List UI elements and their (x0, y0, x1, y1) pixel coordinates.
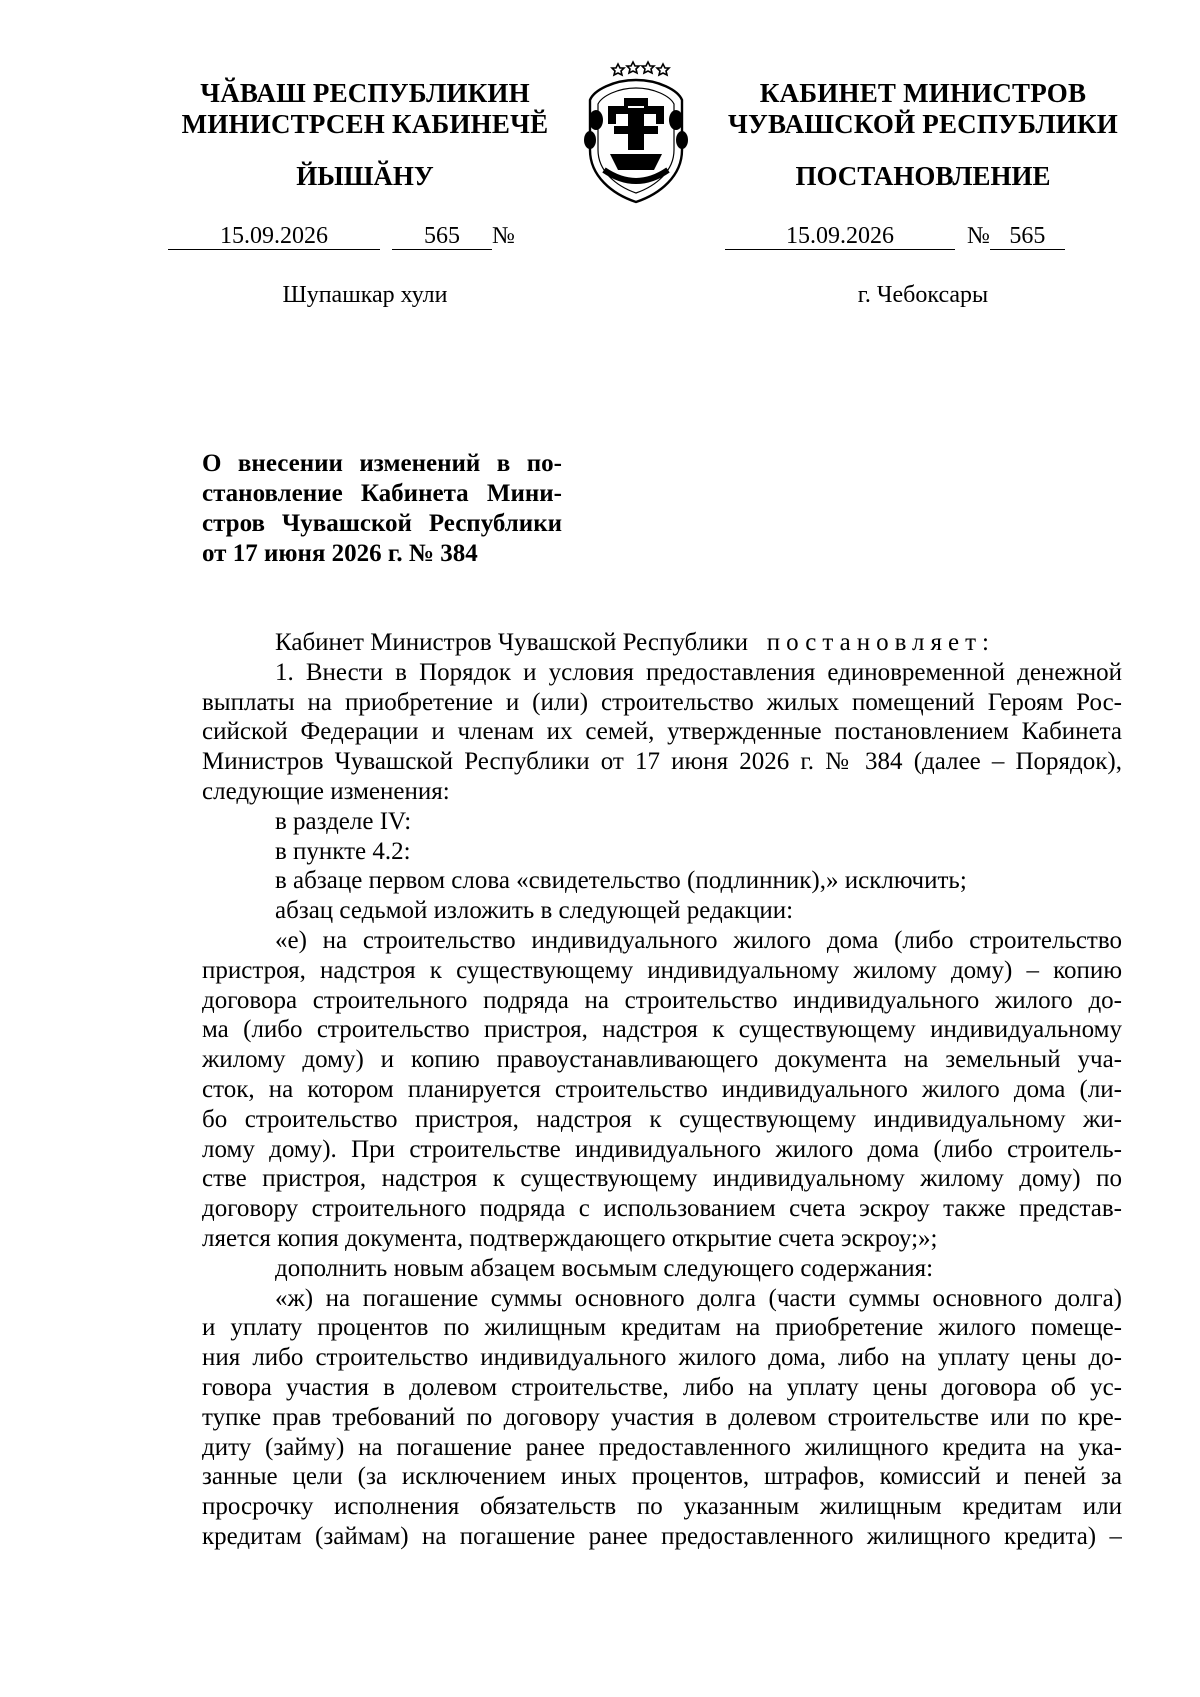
left-city: Шупашкар хули (282, 282, 448, 308)
body-line: кредитам (займам) на погашение ранее предоставленного жилищного кредита) – (202, 1522, 1122, 1550)
right-date-number-line (725, 222, 1065, 250)
body-line: Министров Чувашской Республики от 17 июня 2026 г. № 384 (далее – Порядок), (202, 748, 1122, 776)
body-line: «е) на строительство индивидуального жилого дома (либо строительство (275, 926, 1122, 954)
body-line: сток, на котором планируется строительство индивидуального жилого дома (ли- (202, 1075, 1122, 1103)
body-line: ляется копия документа, подтверждающего открытие счета эскроу;»; (202, 1224, 938, 1252)
body-line: и уплату процентов по жилищным кредитам на приобретение жилого помеще- (202, 1314, 1122, 1342)
body-line: выплаты на приобретение и (или) строительство жилых помещений Героям Рос- (202, 688, 1122, 716)
left-org-line-1: ЧӐВАШ РЕСПУБЛИКИН (200, 78, 530, 108)
body-line: ния либо строительство индивидуального жилого дома, либо на уплату цены до- (202, 1344, 1122, 1372)
body-line: в разделе IV: (275, 807, 412, 835)
preamble-verb: постановляет: (766, 629, 996, 656)
left-org-line-2: МИНИСТРСЕН КАБИНЕЧӖ (181, 109, 549, 139)
body-line: занные цели (за исключением иных процентов, штрафов, комиссий и пеней за (202, 1463, 1122, 1491)
body-line: дополнить новым абзацем восьмым следующего содержания: (275, 1254, 934, 1282)
body-line: 1. Внести в Порядок и условия предоставления единовременной денежной (275, 658, 1122, 686)
body-line: договора строительного подряда на строительство индивидуального жилого до- (202, 986, 1122, 1014)
body-line: стве пристроя, надстроя к существующему индивидуальному жилому дому) по (202, 1165, 1122, 1193)
body-line: жилому дому) и копию правоустанавливающего документа на земельный уча- (202, 1046, 1122, 1074)
right-date: 15.09.2026 (725, 222, 955, 250)
body-line: «ж) на погашение суммы основного долга (части суммы основного долга) (275, 1284, 1122, 1312)
body-line: диту (займу) на погашение ранее предоставленного жилищного кредита на ука- (202, 1433, 1122, 1461)
body-line: говора участия в долевом строительстве, либо на уплату цены договора об ус- (202, 1373, 1122, 1401)
body-line: лому дому). При строительстве индивидуального жилого дома (либо строитель- (202, 1135, 1122, 1163)
left-date-number-line (168, 222, 515, 250)
body-line: просрочку исполнения обязательств по указанным жилищным кредитам или (202, 1493, 1122, 1521)
document-body (202, 628, 1122, 1552)
right-number-sign: № (967, 223, 990, 249)
title-line: становление Кабинета Мини- (202, 480, 562, 507)
body-line: пристроя, надстроя к существующему индивидуальному жилому дому) – копию (202, 956, 1122, 984)
body-line: в пункте 4.2: (275, 837, 411, 865)
left-document-type: ЙЫШӐНУ (296, 161, 434, 191)
title-line: стров Чувашской Республики (202, 510, 562, 537)
right-org-line-2: ЧУВАШСКОЙ РЕСПУБЛИКИ (728, 109, 1118, 139)
body-line: в абзаце первом слова «свидетельство (подлинник),» исключить; (275, 867, 967, 895)
right-city: г. Чебоксары (857, 282, 989, 308)
body-line: договору строительного подряда с использованием счета эскроу также представ- (202, 1195, 1122, 1223)
document-title (202, 449, 562, 569)
preamble-lead: Кабинет Министров Чувашской Республики (275, 629, 749, 656)
left-organization-name (160, 78, 570, 140)
right-org-line-1: КАБИНЕТ МИНИСТРОВ (759, 78, 1087, 108)
coat-of-arms-icon (566, 58, 706, 208)
left-date: 15.09.2026 (168, 222, 380, 250)
right-organization-name (718, 78, 1128, 140)
body-line: следующие изменения: (202, 777, 450, 805)
title-line: О внесении изменений в по- (202, 450, 562, 477)
right-number: 565 (990, 222, 1065, 250)
body-line: абзац седьмой изложить в следующей редакции: (275, 897, 794, 925)
right-document-type: ПОСТАНОВЛЕНИЕ (795, 161, 1051, 191)
left-number-sign: № (492, 223, 515, 249)
body-line: тупке прав требований по договору участия в долевом строительстве или по кре- (202, 1403, 1122, 1431)
title-line: от 17 июня 2026 г. № 384 (202, 540, 478, 567)
preamble (202, 628, 1122, 658)
left-number: 565 (392, 222, 492, 250)
body-line: сийской Федерации и членам их семей, утвержденные постановлением Кабинета (202, 718, 1122, 746)
body-line: бо строительство пристроя, надстроя к существующему индивидуальному жи- (202, 1105, 1122, 1133)
body-line: ма (либо строительство пристроя, надстроя к существующему индивидуальному (202, 1016, 1122, 1044)
